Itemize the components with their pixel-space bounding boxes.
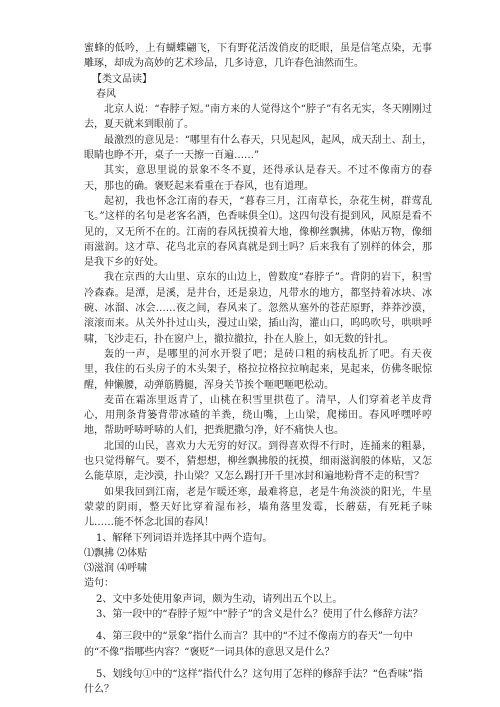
question-2-stem: 2、文中多处使用象声词，颇为生动，请列出五个以上。 <box>96 593 343 605</box>
section-heading: 【类文品读】 <box>92 73 152 85</box>
article-paragraph: 其实，意思里说的景象不冬不夏，还得承认是春天。不过不像南方的春天，那也的确。褒贬起来看重在于春风，也有道理。 <box>84 165 432 192</box>
question-1-terms-b: ⑶滋润 ⑷呼啸 <box>84 563 148 575</box>
answer-gap <box>84 622 432 629</box>
article-paragraph: 北京人说：“春脖子短。”南方来的人觉得这个“脖子”有名无实，冬天刚刚过去，夏天就来到眼前了。 <box>84 104 432 131</box>
intro-paragraph: 蜜蜂的低吟，上有蝴蝶翩飞，下有野花活泼俏皮的眨眼，虽是信笔点染，无事雕琢，却成为高妙的艺术珍品，几多诗意，几许春色油然而生。 <box>84 43 432 70</box>
question-5-stem: 5、划线句①中的“这样”指代什么？这句用了怎样的修辞手法？“色香味”指什么？ <box>84 668 423 696</box>
question-1-answer-label: 造句： <box>84 578 114 590</box>
question-1-stem: 1、解释下列词语并选择其中两个造句。 <box>96 532 273 544</box>
article-paragraph: 起初，我也怀念江南的春天，“暮春三月，江南草长，杂花生树，群莺乱飞。”这样的名句是老客名酒，色香味俱全⑴。这四句没有提到风，风原是看不见的，又无所不在的。江南的春风抚摸着大地，像柳丝飘拂，体贴万物，像细雨滋润。这才草、花鸟北京的春风真就是到土吗？后来我有了别样的体会，那是我下乡的好处。 <box>84 195 432 269</box>
article-paragraph: 最激烈的意见是：“哪里有什么春天，只见起风，起风，成天刮土、刮土，眼睛也睁不开，桌子一天擦一百遍……” <box>84 134 432 162</box>
article-paragraph: 轰的一声，是哪里的河水开裂了吧；是砖口粗的病枝乱折了吧。有天夜里，我住的石头房子的木头架子，格拉拉格拉拉响起来，晃起来，仿佛冬眠惊醒，伸懒腰，动弹筋腾腿，浑身关节挨个咂吧咂吧松动。 <box>84 348 432 391</box>
article-paragraph: 如果我回到江南，老是乍暖还寒，最难将息，老是牛角淡淡的阳光，牛星蒙蒙的阴雨，整天好比穿着湿布衫，墙角落里发霉，长蘑菇，有死耗子味儿……能不怀念北国的春风！ <box>84 486 432 529</box>
answer-gap <box>84 660 432 667</box>
document-body <box>84 41 432 697</box>
question-1-terms-a: ⑴飘拂 ⑵体贴 <box>84 547 148 559</box>
article-paragraph: 北国的山民，喜欢力大无穷的好汉。到得喜欢得不行时，连捅来的粗暴，也只觉得解气。要不，猜想想，柳丝飘拂般的抚摸，细雨滋润般的体贴，又怎么能草原，走沙漠，扑山梁？又怎么踢打开千里冰封和遍地粉背不走的积雪？ <box>84 440 432 483</box>
article-paragraph: 麦苗在霜冻里返青了，山桃在积雪里拱苞了。清早，人们穿着老羊皮背心，用荆条背篓背带冰碴的羊粪，绕山嘴，上山梁，爬梯田。春风呼嘿呼哼地，帮助呼哧呼哧的人们，把粪肥撒匀净，好不痛快人也。 <box>84 394 432 437</box>
article-title: 春风 <box>96 88 116 100</box>
question-4-stem: 4、第三段中的“景象”指什么而言？其中的“不过不像南方的春天”一句中的“不像”指哪些内容？“褒贬”一词具体的意思又是什么？ <box>84 631 413 658</box>
article-paragraph: 我在京西的大山里、京东的山边上，曾数度“春脖子”。背阴的岩下，积雪冷森森。是潭，是溪，是井台，还是泉边，凡带水的地方，都坚持着冰块、冰碗、冰溜、冰会……夜之间，春风来了。忽然从塞外的苍茫原野，莽莽沙漠，滚滚而来。从关外扑过山头，漫过山梁，插山沟，灌山口，呜呜吹号，哄哄呼啸，飞沙走石，扑在窗户上，撤拉撤拉，扑在人脸上，如无数的针扎。 <box>84 272 432 345</box>
question-3-stem: 3、第一段中的“春脖子短”中“脖子”的含义是什么？使用了什么修辞方法？ <box>96 608 423 620</box>
